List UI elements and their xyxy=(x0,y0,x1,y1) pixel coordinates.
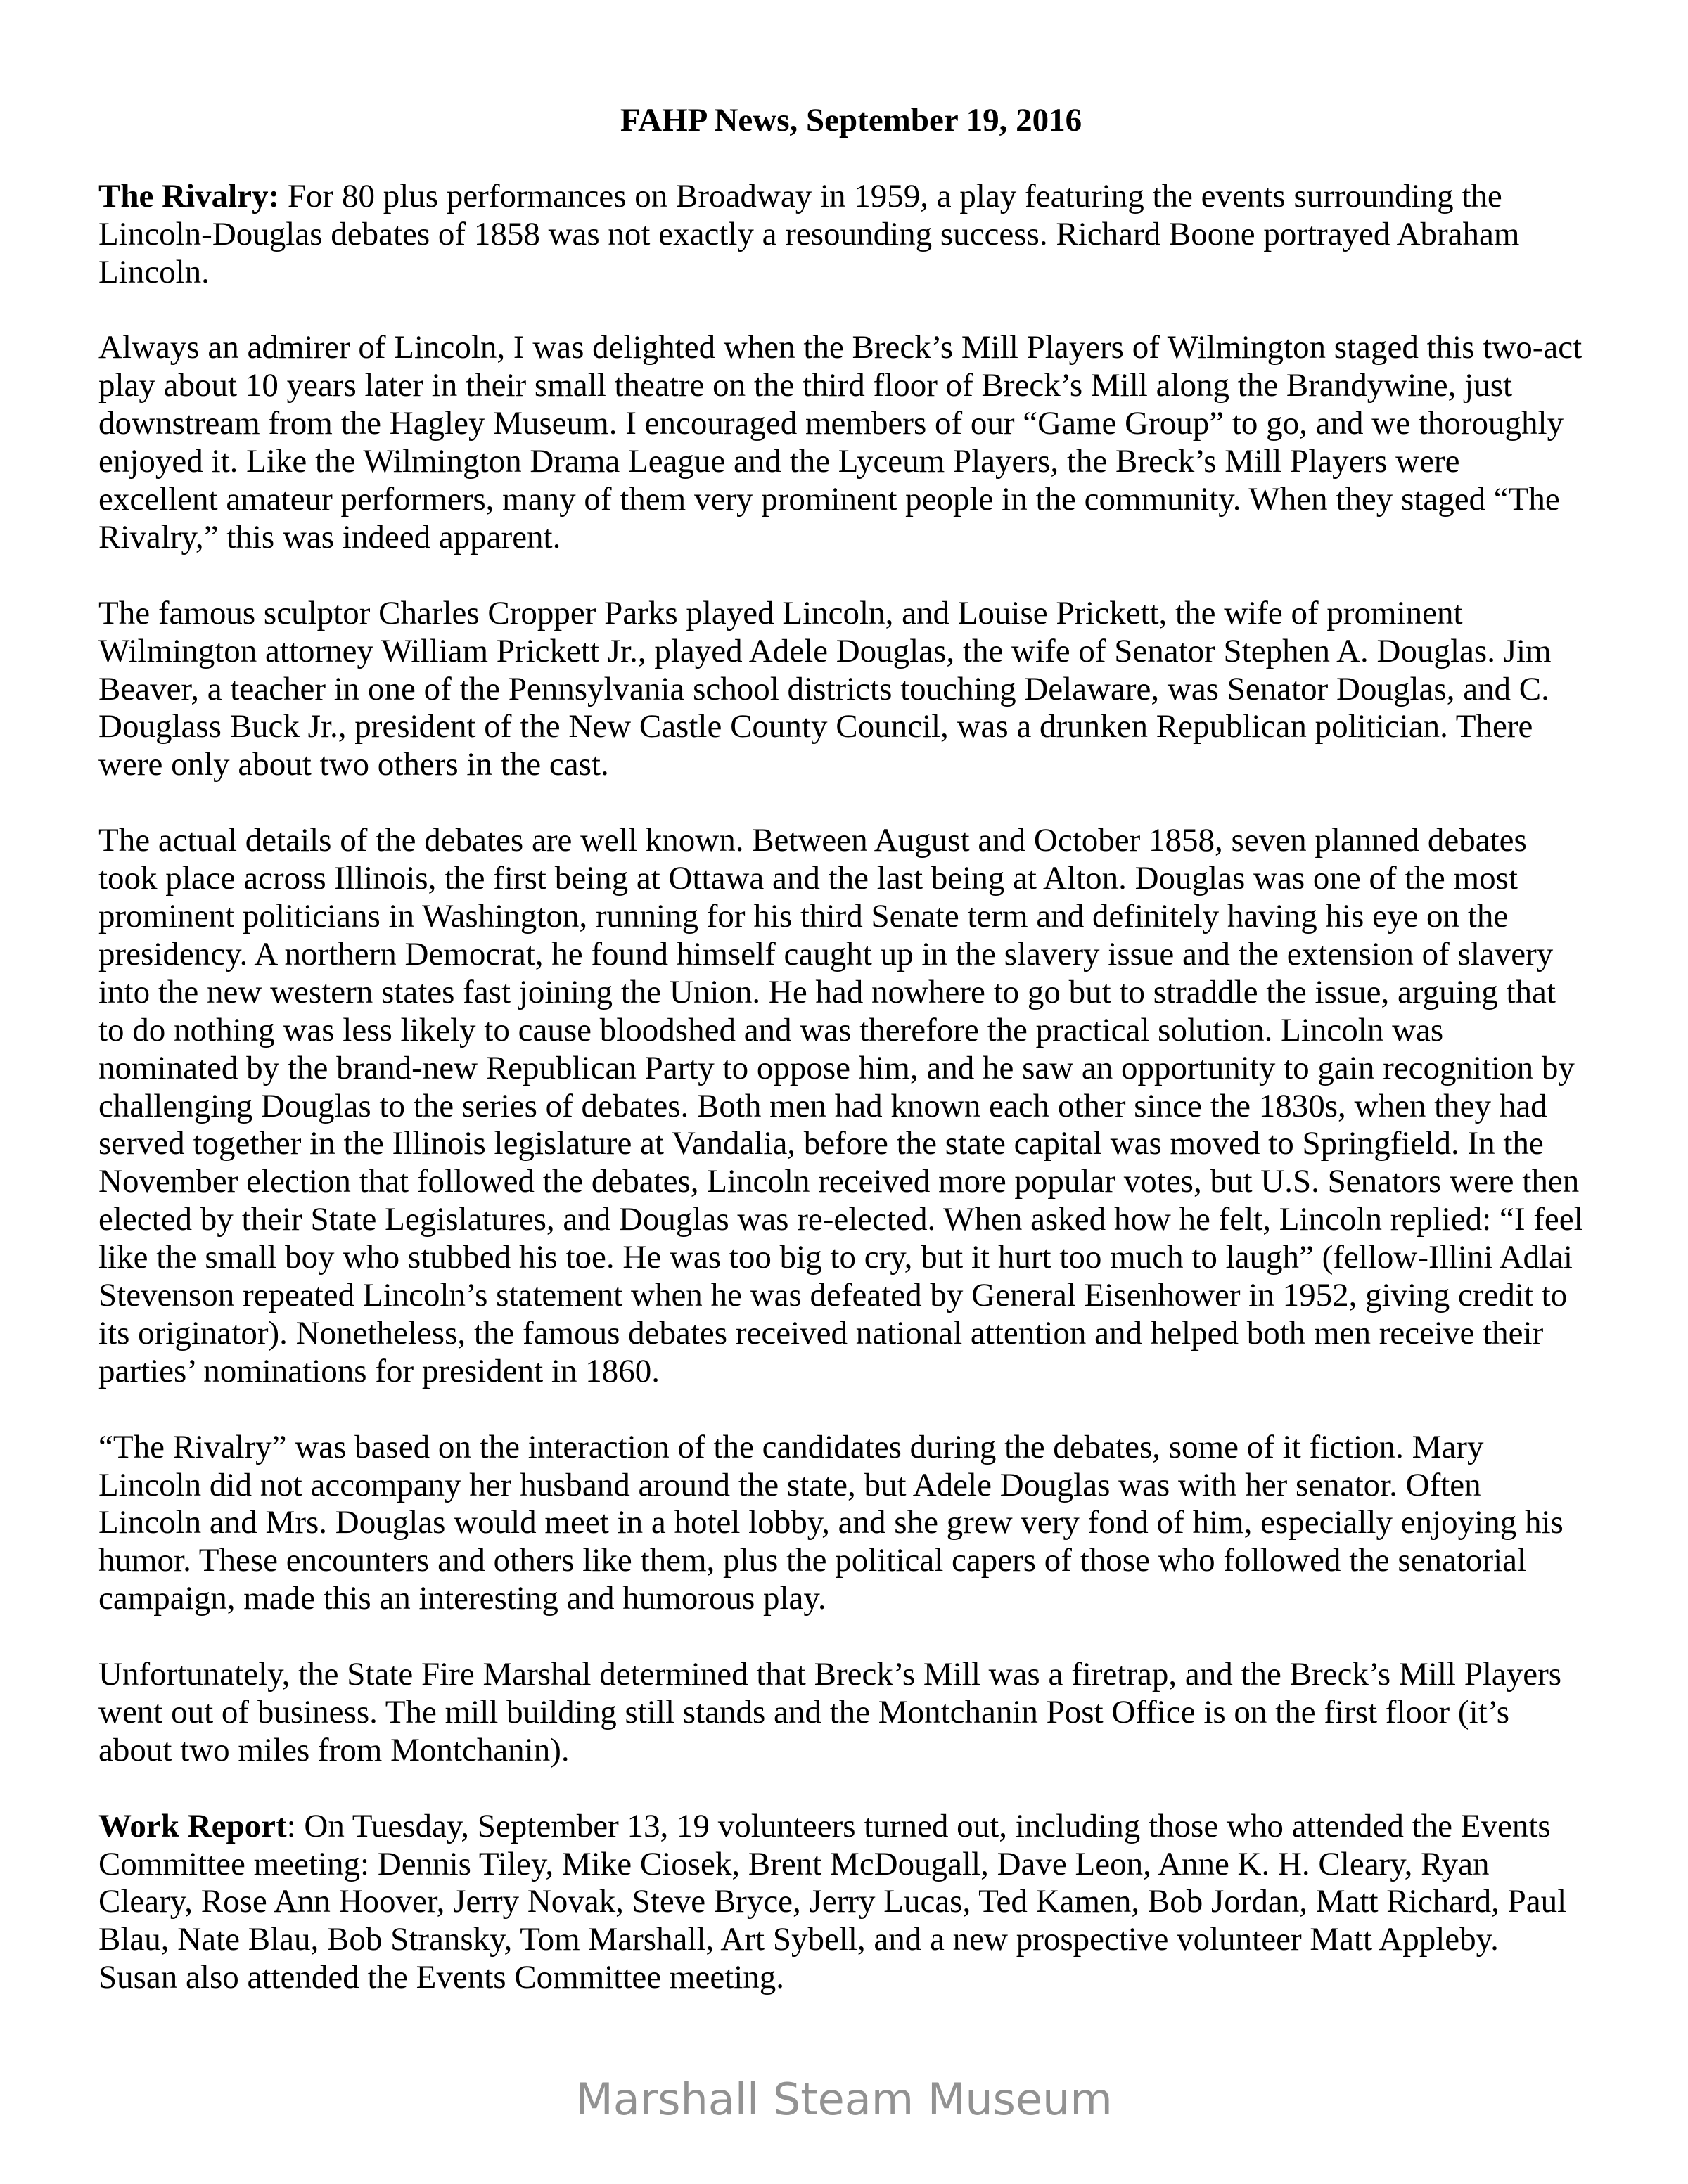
line-text: : On Tuesday, September 13, 19 volunteers turned out, including those who attended the Events xyxy=(286,1807,1551,1844)
line-text: November election that followed the debates, Lincoln received more popular votes, but U.S. Senators were then xyxy=(98,1163,1580,1200)
text-line xyxy=(98,481,1604,519)
line-text: went out of business. The mill building still stands and the Montchanin Post Office is on the first floor (it’s xyxy=(98,1693,1510,1730)
line-text: Cleary, Rose Ann Hoover, Jerry Novak, Steve Bryce, Jerry Lucas, Ted Kamen, Bob Jordan, Matt Richard, Paul xyxy=(98,1883,1567,1920)
article-body xyxy=(98,178,1604,1997)
text-line xyxy=(98,1088,1604,1126)
line-text: Blau, Nate Blau, Bob Stransky, Tom Marshall, Art Sybell, and a new prospective volunteer Matt Appleby. xyxy=(98,1921,1499,1958)
text-line xyxy=(98,1467,1604,1505)
line-text: Lincoln-Douglas debates of 1858 was not exactly a resounding success. Richard Boone portrayed Abraham xyxy=(98,215,1520,252)
line-text: enjoyed it. Like the Wilmington Drama League and the Lyceum Players, the Breck’s Mill Players were xyxy=(98,443,1460,480)
line-text: nominated by the brand-new Republican Party to oppose him, and he saw an opportunity to gain recognition by xyxy=(98,1049,1575,1086)
text-line xyxy=(98,254,1604,292)
text-line xyxy=(98,443,1604,481)
text-line xyxy=(98,633,1604,671)
line-text: Lincoln. xyxy=(98,253,210,290)
line-text: its originator). Nonetheless, the famous debates received national attention and helped both men receive their xyxy=(98,1314,1544,1351)
line-text: Douglass Buck Jr., president of the New Castle County Council, was a drunken Republican politician. There xyxy=(98,708,1533,745)
text-line xyxy=(98,1808,1604,1846)
text-line xyxy=(98,1694,1604,1732)
line-text: elected by their State Legislatures, and Douglas was re-elected. When asked how he felt, Lincoln replied: “I feel xyxy=(98,1201,1583,1238)
paragraph xyxy=(98,1808,1604,1998)
text-line xyxy=(98,1504,1604,1542)
text-line xyxy=(98,936,1604,974)
text-line xyxy=(98,178,1604,216)
watermark: Marshall Steam Museum xyxy=(575,2074,1113,2125)
text-line xyxy=(98,519,1604,557)
line-text: The famous sculptor Charles Cropper Parks played Lincoln, and Louise Prickett, the wife of prominent xyxy=(98,594,1463,631)
line-text: Rivalry,” this was indeed apparent. xyxy=(98,518,561,555)
text-line xyxy=(98,1050,1604,1088)
paragraph xyxy=(98,1656,1604,1770)
line-text: Lincoln and Mrs. Douglas would meet in a hotel lobby, and she grew very fond of him, especially enjoying his xyxy=(98,1504,1564,1541)
line-text: play about 10 years later in their small theatre on the third floor of Breck’s Mill along the Brandywine, just xyxy=(98,367,1513,404)
paragraph xyxy=(98,329,1604,556)
text-line xyxy=(98,671,1604,709)
text-line xyxy=(98,1921,1604,1959)
line-text: Beaver, a teacher in one of the Pennsylvania school districts touching Delaware, was Senator Douglas, and C. xyxy=(98,670,1549,707)
paragraph xyxy=(98,595,1604,785)
text-line xyxy=(98,1580,1604,1618)
text-line xyxy=(98,1656,1604,1694)
line-text: took place across Illinois, the first being at Ottawa and the last being at Alton. Douglas was one of the most xyxy=(98,860,1518,897)
text-line xyxy=(98,1201,1604,1239)
line-text: served together in the Illinois legislature at Vandalia, before the state capital was moved to Springfield. In the xyxy=(98,1125,1544,1162)
line-text: Stevenson repeated Lincoln’s statement when he was defeated by General Eisenhower in 1952, giving credit to xyxy=(98,1277,1568,1314)
line-text: were only about two others in the cast. xyxy=(98,746,609,783)
text-line xyxy=(98,708,1604,746)
text-line xyxy=(98,974,1604,1012)
text-line xyxy=(98,1163,1604,1201)
line-text: downstream from the Hagley Museum. I encouraged members of our “Game Group” to go, and we thoroughly xyxy=(98,405,1564,442)
text-line xyxy=(98,898,1604,936)
section-lead: The Rivalry: xyxy=(98,177,280,214)
line-text: presidency. A northern Democrat, he found himself caught up in the slavery issue and the extension of slavery xyxy=(98,935,1554,972)
text-line xyxy=(98,1846,1604,1884)
text-line xyxy=(98,1732,1604,1770)
line-text: prominent politicians in Washington, running for his third Senate term and definitely having his eye on the xyxy=(98,897,1509,934)
line-text: excellent amateur performers, many of them very prominent people in the community. When they staged “The xyxy=(98,481,1560,518)
text-line xyxy=(98,1959,1604,1997)
text-line xyxy=(98,1883,1604,1921)
text-line xyxy=(98,1315,1604,1353)
text-line xyxy=(98,822,1604,860)
text-line xyxy=(98,860,1604,898)
line-text: about two miles from Montchanin). xyxy=(98,1731,570,1768)
line-text: like the small boy who stubbed his toe. He was too big to cry, but it hurt too much to laugh” (fellow-Illini Adlai xyxy=(98,1239,1573,1276)
line-text: campaign, made this an interesting and humorous play. xyxy=(98,1580,826,1617)
section-lead: Work Report xyxy=(98,1807,287,1844)
line-text: Lincoln did not accompany her husband around the state, but Adele Douglas was with her senator. Often xyxy=(98,1466,1481,1503)
paragraph xyxy=(98,1429,1604,1619)
line-text: into the new western states fast joining the Union. He had nowhere to go but to straddle the issue, arguing that xyxy=(98,973,1556,1010)
text-line xyxy=(98,405,1604,443)
text-line xyxy=(98,329,1604,367)
text-line xyxy=(98,1542,1604,1580)
text-line xyxy=(98,595,1604,633)
text-line xyxy=(98,1277,1604,1315)
line-text: For 80 plus performances on Broadway in 1959, a play featuring the events surrounding the xyxy=(279,177,1502,214)
text-line xyxy=(98,1429,1604,1467)
line-text: Wilmington attorney William Prickett Jr., played Adele Douglas, the wife of Senator Stephen A. Douglas. Jim xyxy=(98,632,1552,669)
text-line xyxy=(98,367,1604,405)
text-line xyxy=(98,216,1604,254)
line-text: Committee meeting: Dennis Tiley, Mike Ciosek, Brent McDougall, Dave Leon, Anne K. H. Cleary, Ryan xyxy=(98,1845,1490,1882)
line-text: “The Rivalry” was based on the interaction of the candidates during the debates, some of it fiction. Mary xyxy=(98,1428,1484,1465)
line-text: parties’ nominations for president in 1860. xyxy=(98,1352,660,1389)
line-text: Always an admirer of Lincoln, I was delighted when the Breck’s Mill Players of Wilmington staged this two-act xyxy=(98,329,1582,366)
text-line xyxy=(98,1353,1604,1391)
text-line xyxy=(98,1012,1604,1050)
line-text: to do nothing was less likely to cause bloodshed and was therefore the practical solution. Lincoln was xyxy=(98,1011,1444,1048)
line-text: Susan also attended the Events Committee meeting. xyxy=(98,1959,785,1996)
text-line xyxy=(98,1125,1604,1163)
line-text: Unfortunately, the State Fire Marshal determined that Breck’s Mill was a firetrap, and the Breck’s Mill Players xyxy=(98,1656,1562,1693)
text-line xyxy=(98,746,1604,784)
line-text: challenging Douglas to the series of debates. Both men had known each other since the 1830s, when they had xyxy=(98,1087,1547,1124)
paragraph xyxy=(98,178,1604,292)
document-page xyxy=(98,102,1604,2035)
paragraph xyxy=(98,822,1604,1391)
newsletter-title: FAHP News, September 19, 2016 xyxy=(620,102,1082,139)
line-text: The actual details of the debates are well known. Between August and October 1858, seven planned debates xyxy=(98,822,1527,859)
text-line xyxy=(98,1239,1604,1277)
line-text: humor. These encounters and others like them, plus the political capers of those who followed the senatorial xyxy=(98,1542,1527,1579)
